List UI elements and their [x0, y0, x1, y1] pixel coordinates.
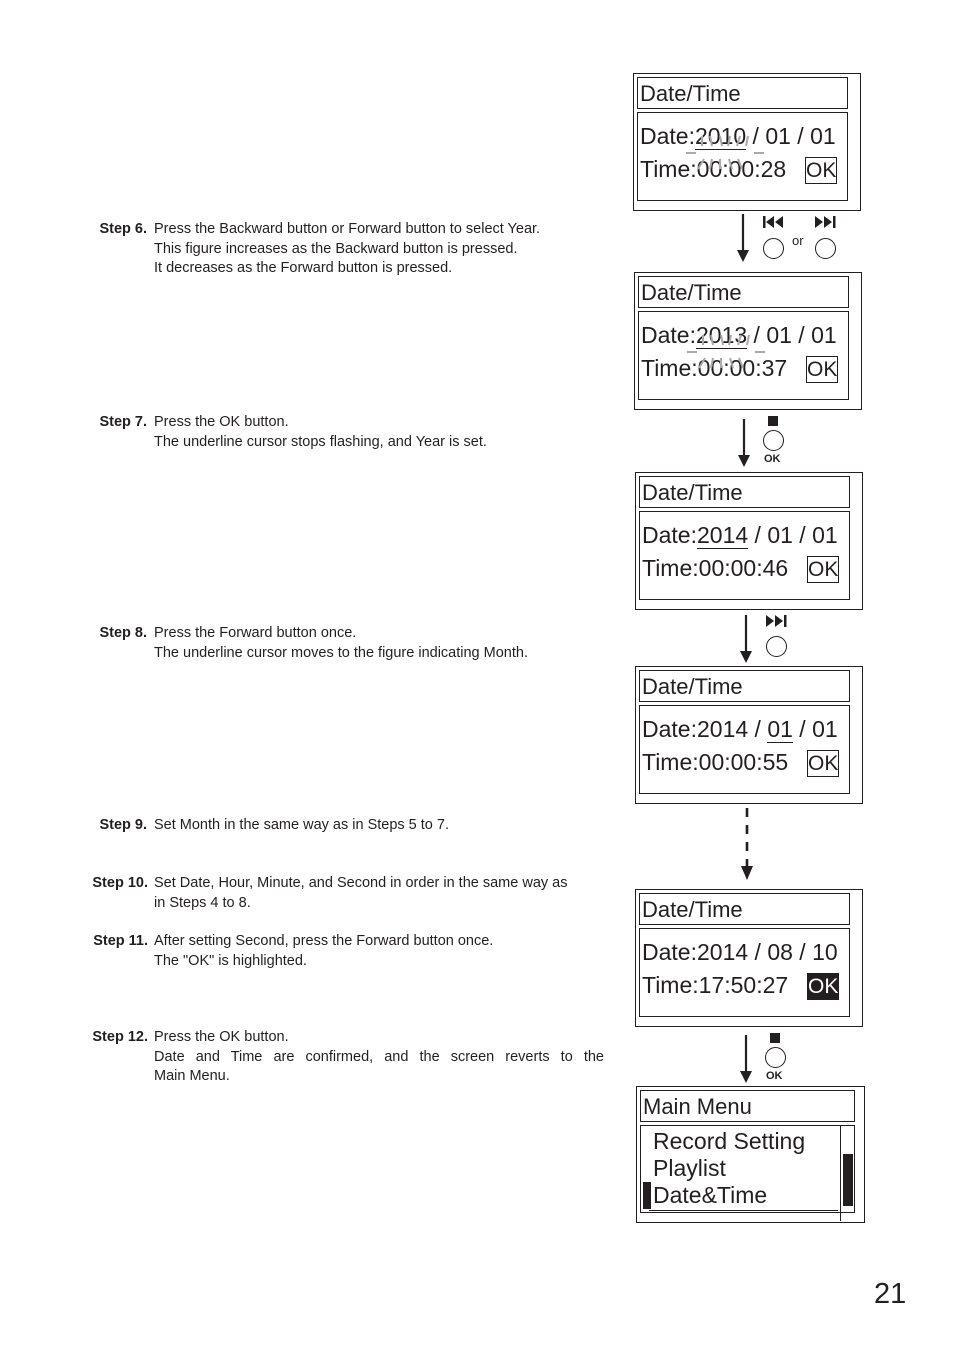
scrollbar [840, 1126, 854, 1221]
day-value: 01 [812, 716, 838, 742]
menu-content [640, 1125, 855, 1213]
down-arrow-icon [738, 1035, 754, 1085]
lcd-screen-5 [635, 889, 863, 1027]
time-value: 00:00:55 [698, 749, 789, 775]
day-value: 01 [811, 322, 837, 348]
step-text-line: This figure increases as the Backward button is pressed. [154, 240, 518, 257]
ok-box: OK [807, 358, 838, 381]
step-number: Step 11. [93, 933, 148, 949]
time-value: 00:00:28 [696, 156, 787, 182]
day-value: 01 [812, 522, 838, 548]
time-value: 00:00:37 [697, 355, 788, 381]
screen-content [639, 511, 850, 600]
down-arrow-icon [736, 419, 752, 469]
ok-button-icon [765, 1047, 786, 1068]
stop-square-icon [770, 1033, 780, 1043]
menu-item-date-time: Date&Time [653, 1182, 768, 1208]
time-row: Time:00:00:46 [642, 555, 789, 581]
time-value: 17:50:27 [698, 972, 789, 998]
lcd-screen-4 [635, 666, 863, 804]
scrollbar-thumb [843, 1154, 853, 1206]
year-value: 2014 [696, 939, 749, 965]
step-number: Step 7. [99, 414, 147, 430]
step-text-line: Date and Time are confirmed, and the screen reverts to the [154, 1048, 604, 1065]
month-value: 01 [767, 522, 793, 548]
screen-content [639, 928, 850, 1017]
ok-box: OK [806, 159, 837, 182]
step-text-line: The underline cursor stops flashing, and Year is set. [154, 433, 487, 450]
time-row: Time:17:50:27 [642, 972, 789, 998]
step-text-line: in Steps 4 to 8. [154, 894, 251, 911]
day-value: 01 [810, 123, 836, 149]
date-row: Date:2010 / 01 / 01 [640, 123, 836, 149]
flashing-indicator-icon [681, 330, 769, 372]
flashing-indicator-icon [680, 131, 768, 173]
step-text-line: After setting Second, press the Forward button once. [154, 933, 494, 949]
forward-button-icon [766, 636, 787, 657]
step-number: Step 10. [92, 875, 148, 891]
step-number: Step 8. [99, 625, 147, 641]
time-value: 00:00:46 [698, 555, 789, 581]
step-text-line: Set Month in the same way as in Steps 5 to 7. [154, 817, 449, 833]
month-value: 01 [767, 716, 793, 742]
month-value: 01 [766, 322, 792, 348]
month-value: 01 [765, 123, 791, 149]
ok-button-label: OK [766, 1070, 783, 1082]
year-value: 2010 [694, 123, 747, 149]
lcd-screen-3 [635, 472, 863, 610]
time-row: Time:00:00:37 [641, 355, 788, 381]
step-text-line: Press the Backward button or Forward button to select Year. [154, 221, 541, 237]
screen-title: Main Menu [640, 1090, 855, 1122]
menu-item-playlist: Playlist [653, 1155, 726, 1181]
forward-button-icon [815, 238, 836, 259]
screen-content [637, 112, 848, 201]
step-text-line: Press the Forward button once. [154, 625, 357, 641]
connector-forward [736, 612, 796, 664]
step-text-line: The "OK" is highlighted. [154, 952, 307, 969]
ok-button-icon [763, 430, 784, 451]
time-row: Time:00:00:28 [640, 156, 787, 182]
ok-button-label: OK [764, 453, 781, 465]
backward-icon [763, 216, 785, 228]
year-value: 2014 [696, 716, 749, 742]
page-number: 21 [874, 1278, 907, 1310]
step-text-line: The underline cursor moves to the figure indicating Month. [154, 644, 528, 661]
connector-backward-forward [730, 212, 850, 264]
forward-icon [766, 615, 788, 627]
screen-title: Date/Time [637, 77, 848, 109]
step-text-line: Press the OK button. [154, 1029, 289, 1045]
step-number: Step 12. [92, 1029, 148, 1045]
step-text-line: Set Date, Hour, Minute, and Second in order in the same way as [154, 875, 568, 891]
connector-ok [736, 1030, 796, 1086]
day-value: 10 [812, 939, 838, 965]
lcd-screen-2 [634, 272, 862, 410]
step-number: Step 9. [99, 817, 147, 833]
ok-box: OK [808, 558, 839, 581]
step-text-line: Press the OK button. [154, 414, 289, 430]
step-number: Step 6. [99, 221, 147, 237]
ok-box: OK [808, 752, 839, 775]
date-row: Date:2014 / 01 / 01 [642, 522, 838, 548]
menu-item-record-setting: Record Setting [653, 1128, 806, 1154]
down-arrow-icon [735, 214, 751, 264]
screen-title: Date/Time [638, 276, 849, 308]
selection-underline [649, 1210, 838, 1211]
time-row: Time:00:00:55 [642, 749, 789, 775]
screen-content [639, 705, 850, 794]
connector-ok [734, 413, 794, 469]
screen-title: Date/Time [639, 670, 850, 702]
step-text-line: Main Menu. [154, 1068, 230, 1084]
step-text-line: It decreases as the Forward button is pressed. [154, 260, 453, 276]
down-arrow-icon [738, 615, 754, 665]
screen-content [638, 311, 849, 400]
lcd-main-menu [636, 1086, 865, 1223]
month-value: 08 [767, 939, 793, 965]
backward-button-icon [763, 238, 784, 259]
screen-title: Date/Time [639, 476, 850, 508]
year-value: 2014 [696, 522, 749, 548]
selection-marker [643, 1182, 651, 1209]
lcd-screen-1 [633, 73, 861, 211]
date-row: Date:2013 / 01 / 01 [641, 322, 837, 348]
screen-title: Date/Time [639, 893, 850, 925]
ok-box-highlighted: OK [808, 975, 839, 998]
stop-square-icon [768, 416, 778, 426]
dashed-down-arrow-icon [739, 808, 755, 882]
date-row: Date:2014 / 08 / 10 [642, 939, 838, 965]
or-label: or [792, 233, 804, 248]
forward-icon [815, 216, 837, 228]
date-row: Date:2014 / 01 / 01 [642, 716, 838, 742]
year-value: 2013 [695, 322, 748, 348]
